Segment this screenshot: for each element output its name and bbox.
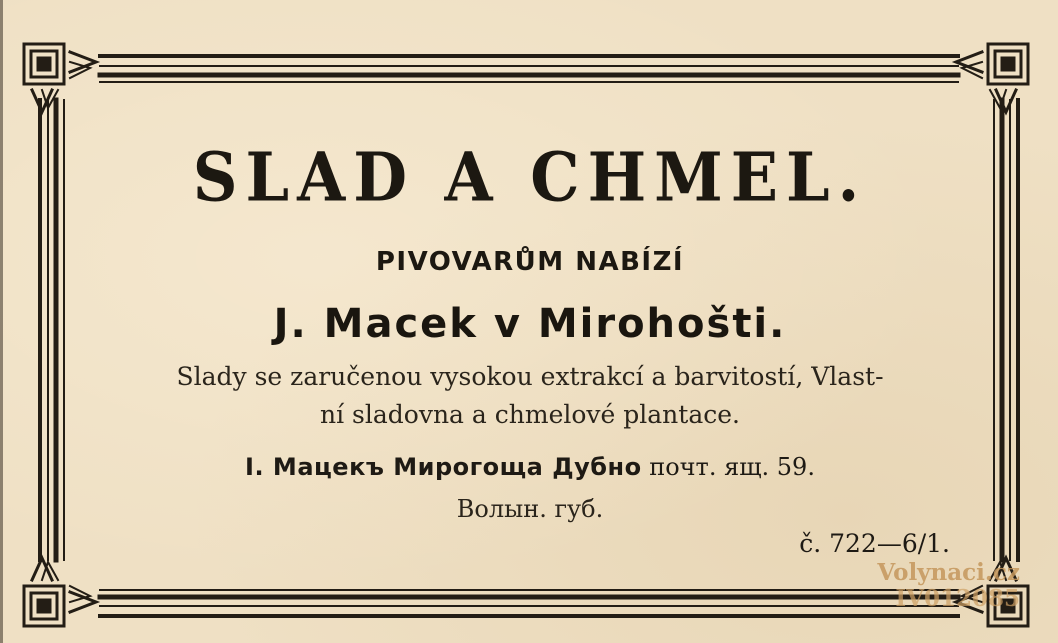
- right-border-rule: [994, 100, 1018, 560]
- ad-number: č. 722—6/1.: [799, 529, 950, 558]
- description-line-1: Slady se zaručenou vysokou extrakcí a barvitostí, Vlast-: [176, 362, 884, 391]
- watermark-line-1: Volynaci.cz: [877, 559, 1020, 586]
- description-line-2: ní sladovna a chmelové plantace.: [320, 400, 740, 429]
- corner-ornament-bottom-left: [24, 558, 96, 626]
- watermark: [860, 560, 1020, 612]
- cyrillic-firm-name: I. Мацекъ Мирогоща Дубно: [245, 453, 642, 481]
- ad-description: [100, 358, 960, 434]
- top-border-rule: [100, 56, 958, 82]
- watermark-line-2: IV012085: [895, 585, 1020, 612]
- ad-offer-line: PIVOVARŮM NABÍZÍ: [375, 247, 685, 277]
- ad-title: SLAD A CHMEL.: [192, 138, 868, 217]
- cyrillic-address-line: [100, 448, 960, 486]
- cyrillic-region: Волын. губ.: [456, 495, 604, 523]
- corner-ornament-top-left: [24, 44, 96, 112]
- left-border-rule: [40, 100, 64, 560]
- firm-name: J. Macek v Mirohošti.: [273, 301, 787, 347]
- bottom-border-rule: [100, 590, 958, 616]
- cyrillic-postal-box: почт. ящ. 59.: [641, 453, 815, 481]
